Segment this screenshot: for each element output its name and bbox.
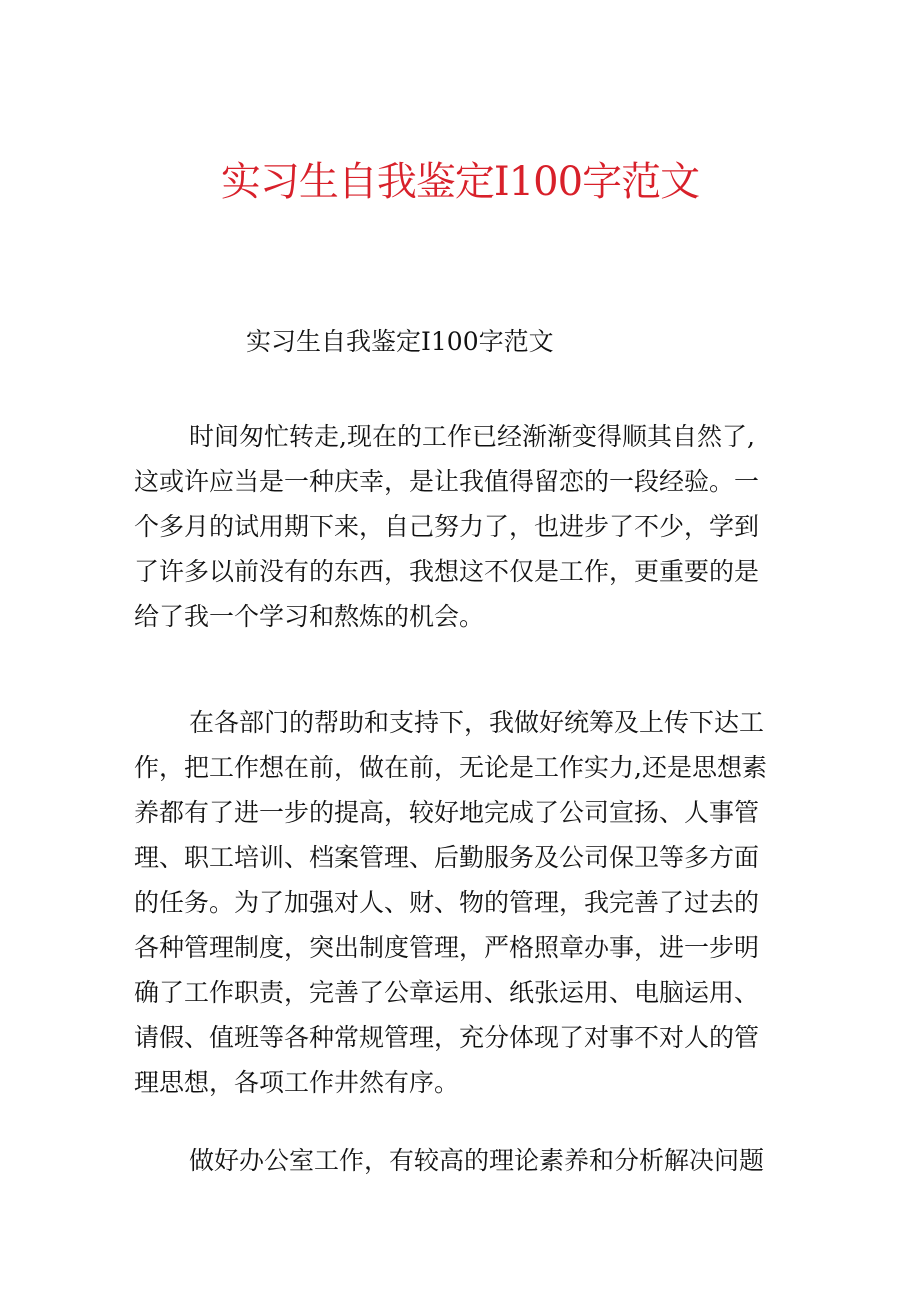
paragraph-3 (134, 1138, 794, 1183)
document-title: 实习生自我鉴定I100字范文 (220, 159, 700, 205)
paragraph-line: 理、职工培训、档案管理、后勤服务及公司保卫等多方面 (134, 843, 760, 872)
paragraph-line: 确了工作职责，完善了公章运用、纸张运用、电脑运用、 (134, 978, 760, 1007)
document-subtitle: 实习生自我鉴定I100字范文 (246, 327, 554, 356)
paragraph-line: 请假、值班等各种常规管理，充分体现了对事不对人的管 (134, 1023, 760, 1052)
paragraph-line: 养都有了进一步的提高，较好地完成了公司宣扬、人事管 (134, 798, 760, 827)
paragraph-line: 理思想，各项工作井然有序。 (134, 1068, 460, 1097)
paragraph-line: 在各部门的帮助和支持下，我做好统筹及上传下达工 (189, 708, 765, 737)
paragraph-line: 给了我一个学习和熬炼的机会。 (134, 602, 485, 631)
paragraph-line: 作，把工作想在前，做在前，无论是工作实力,还是思想素 (134, 753, 767, 782)
paragraph-line: 的任务。为了加强对人、财、物的管理，我完善了过去的 (134, 888, 760, 917)
paragraph-2 (134, 700, 794, 1105)
paragraph-line: 这或许应当是一种庆幸，是让我值得留恋的一段经验。一 (134, 467, 760, 496)
paragraph-1 (134, 414, 794, 639)
paragraph-line: 各种管理制度，突出制度管理，严格照章办事，进一步明 (134, 933, 760, 962)
paragraph-line: 了许多以前没有的东西，我想这不仅是工作，更重要的是 (134, 557, 760, 586)
paragraph-line: 做好办公室工作，有较高的理论素养和分析解决问题 (189, 1146, 765, 1175)
paragraph-line: 个多月的试用期下来，自己努力了，也进步了不少，学到 (134, 512, 760, 541)
paragraph-line: 时间匆忙转走,现在的工作已经渐渐变得顺其自然了, (189, 422, 755, 451)
